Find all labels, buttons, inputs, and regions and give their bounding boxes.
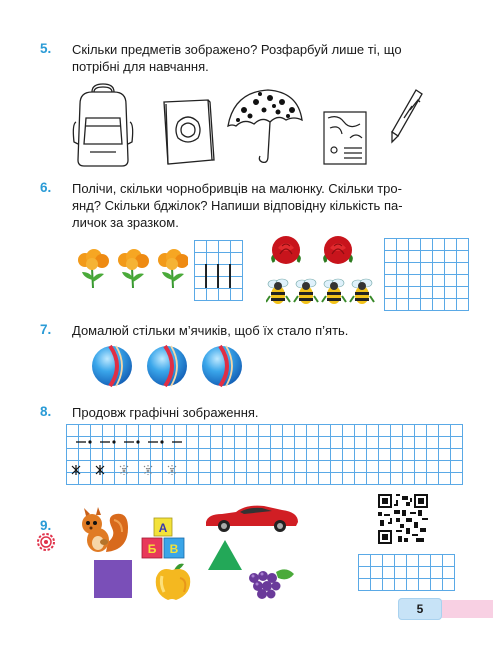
cube-letter-v: В <box>169 542 179 556</box>
pen-icon <box>386 86 426 146</box>
square-icon <box>94 560 132 598</box>
tally-sticks <box>194 240 243 301</box>
cube-letter-a: А <box>158 521 168 535</box>
grapes-icon <box>244 566 296 602</box>
bee-icon <box>266 276 376 308</box>
rose-icon <box>268 234 362 272</box>
qr-code-icon[interactable] <box>378 494 428 544</box>
task-9-answer-grid[interactable] <box>358 554 455 591</box>
task-5-number: 5. <box>40 41 52 56</box>
task-8-number: 8. <box>40 404 52 419</box>
task-6-text-line-2: янд? Скільки бджілок? Напиши відповідну кількість па- <box>72 198 403 213</box>
task-8-text-line-1: Продовж графічні зображення. <box>72 405 259 420</box>
book-icon <box>160 98 216 166</box>
task-6-number: 6. <box>40 180 52 195</box>
task-9-number: 9. <box>40 518 52 533</box>
page-number: 5 <box>416 602 424 616</box>
graphic-pattern-samples <box>66 424 466 486</box>
car-icon <box>202 502 302 534</box>
task-6-text-line-1: Полічи, скільки чорнобривців на малюнку. Скільки тро- <box>72 181 402 196</box>
task-6-text-line-3: личок за зразком. <box>72 215 179 230</box>
task-7-text-line-1: Домалюй стільки м’ячиків, щоб їх стало п’ять. <box>72 323 349 338</box>
task-5-text-line-1: Скільки предметів зображено? Розфарбуй лише ті, що <box>72 42 402 57</box>
backpack-icon <box>72 82 134 168</box>
ball-icon <box>90 344 250 390</box>
marigold-icon <box>76 248 188 290</box>
triangle-icon <box>206 538 244 572</box>
tally-answer-grid[interactable] <box>384 238 469 311</box>
page-tab-decoration <box>440 600 493 618</box>
umbrella-icon <box>224 86 304 166</box>
squirrel-icon <box>76 506 130 556</box>
cube-letter-b: Б <box>147 542 157 556</box>
task-5-text-line-2: потрібні для навчання. <box>72 59 209 74</box>
gear-icon <box>36 532 56 552</box>
notebook-icon <box>322 110 368 166</box>
task-7-number: 7. <box>40 322 52 337</box>
letter-cubes-icon <box>140 516 188 560</box>
apple-icon <box>150 562 196 602</box>
